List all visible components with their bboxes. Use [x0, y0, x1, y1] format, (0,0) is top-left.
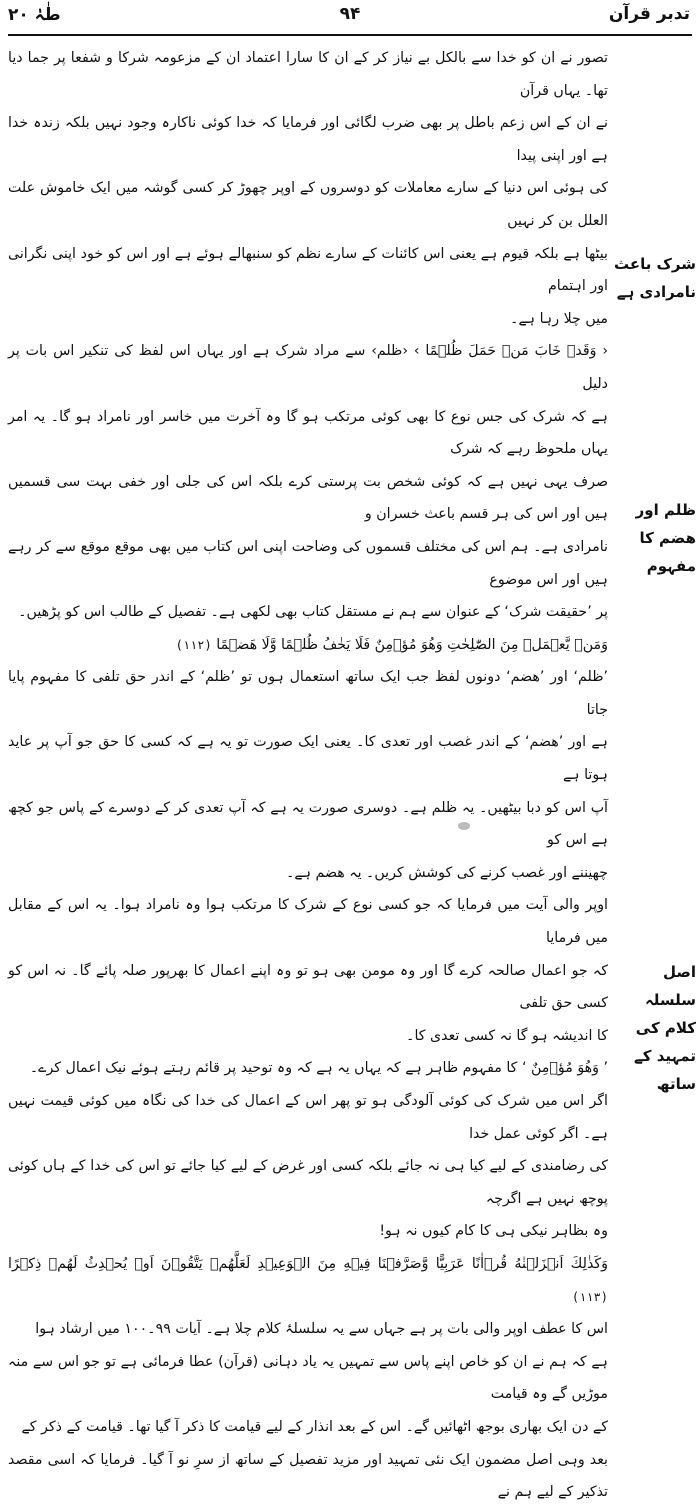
header-rule [8, 34, 692, 36]
verse-113: وَكَذٰلِكَ اَنۡزَلۡنٰهُ قُرۡاٰنًا عَرَبِيًّا وَّصَرَّفۡنَا فِيۡهِ مِنَ الۡوَعِيۡدِ لَعَلَّهُمۡ يَتَّقُوۡنَ اَوۡ يُحۡدِثُ لَهُمۡ ذِكۡرًا (۱۱۳) [8, 1255, 608, 1304]
intro-paragraph: تصور نے ان کو خدا سے بالکل بے نیاز کر کے ان کا سارا اعتماد ان کے مزعومہ شرکا و شفعا پر جما دیا تھا۔ یہاں قرآن نے ان کے اس زعم باطل پر بھی ضرب لگائی اور فرمایا کہ خدا کوئی ناکارہ وجود نہیں بلکہ زندہ خدا ہے اور اپنی پیدا کی ہوئی اس دنیا کے سارے معاملات کو دوسروں کے اوپر چھوڑ کر کسی گوشہ میں ایک خاموش علت العلل بن کر نہیں بیٹھا ہے بلکہ قیوم ہے یعنی اس کائنات کے سارے نظم کو سنبھالے ہوئے ہے اور اس کو خود اپنی نگرانی اور اہتمام میں چلا رہا ہے۔ [8, 50, 608, 327]
surah-reference: طٰہٰ ۲۰ [8, 5, 61, 25]
shirk-paragraph: ‹ وَقَدۡ خَابَ مَنۡ حَمَلَ ظُلۡمًا › ‹ظلم› سے مراد شرک ہے اور یہاں اس لفظ کی تنکیر اس بات پر دلیل ہے کہ شرک کی جس نوع کا بھی کوئی مرتکب ہو گا وہ آخرت میں خاسر اور نامراد ہو گا۔ یہ امر یہاں ملحوظ رہے کہ شرک صرف یہی نہیں ہے کہ کوئی شخص بت پرستی کرے بلکہ اس کی جلی اور خفی بہت سی قسمیں ہیں اور اس کی ہر قسم باعث خسران و نامرادی ہے۔ ہم اس کی مختلف قسموں کی وضاحت اپنی اس کتاب میں بھی موقع موقع سے کر رہے ہیں اور اس موضوع پر ’حقیقت شرک‘ کے عنوان سے ہم نے مستقل کتاب بھی لکھی ہے۔ تفصیل کے طالب اس کو پڑھیں۔ [8, 343, 608, 621]
momin-paragraph: ’ وَهُوَ مُؤۡمِنٌ ‘ کا مفہوم ظاہر ہے کہ یہاں یہ ہے کہ وہ توحید پر قائم رہتے ہوئے نیک اعمال کرے۔ اگر اس میں شرک کی کوئی آلودگی ہو تو پھر اس کے اعمال کی خدا کی نگاہ میں کوئی قیمت نہیں ہے۔ اگر کوئی عمل خدا کی رضامندی کے لیے کیا ہی نہ جائے بلکہ کسی اور غرض کے لیے کیا جائے تو اس کی خدا کے ہاں کوئی پوچھ نہیں ہے اگرچہ وہ بظاہر نیکی ہی کا کام کیوں نہ ہو! [8, 1060, 608, 1240]
reward-paragraph: اوپر والی آیت میں فرمایا کہ جو کسی نوع کے شرک کا مرتکب ہوا وہ نامراد ہوا۔ یہ اس کے مقابل میں فرمایا کہ جو اعمال صالحہ کرے گا اور وہ مومن بھی ہو تو وہ اپنے اعمال کا بھرپور صلہ پائے گا۔ نہ اس کو کسی حق تلفی کا اندیشہ ہو گا نہ کسی تعدی کا۔ [8, 897, 608, 1044]
commentary-body [8, 42, 608, 1509]
margin-note-shirk: شرک باعث نامرادی ہے [613, 255, 696, 301]
verse-112: وَمَنۡ يَّعۡمَلۡ مِنَ الصّٰلِحٰتِ وَهُوَ مُؤۡمِنٌ فَلَا يَخٰفُ ظُلۡمًا وَّلَا هَضۡمًا (۱۱۲) [175, 636, 608, 653]
margin-note-asl-silsila: اصل سلسلہ کلام کی تمہید کے ساتھ [634, 963, 696, 1093]
zulm-hazm-paragraph: ’ظلم‘ اور ’ھضم‘ دونوں لفظ جب ایک ساتھ استعمال ہوں تو ’ظلم‘ کے اندر حق تلفی کا مفہوم پایا جاتا ہے اور ’ھضم‘ کے اندر غصب اور تعدی کا۔ یعنی ایک صورت تو یہ ہے کہ کسی کا حق جو آپ پر عاید ہوتا ہے آپ اس کو دبا بیٹھیں۔ یہ ظلم ہے۔ دوسری صورت یہ ہے کہ آپ تعدی کر کے دوسرے کے پاس جو کچھ ہے اس کو چھیننے اور غصب کرنے کی کوشش کریں۔ یہ ھضم ہے۔ [8, 669, 608, 881]
margin-note-zulm-hazm: ظلم اور ھضم کا مفہوم [635, 501, 696, 575]
final-paragraph: اس کا عطف اوپر والی بات پر ہے جہاں سے یہ سلسلۂ کلام چلا ہے۔ آیات ۹۹۔۱۰۰ میں ارشاد ہوا ہے کہ ہم نے ان کو خاص اپنے پاس سے تمہیں یہ یاد دہانی (قرآن) عطا فرمائی ہے تو جو اس سے منہ موڑیں گے وہ قیامت کے دن ایک بھاری بوجھ اٹھائیں گے۔ اس کے بعد انذار کے لیے قیامت کا ذکر آ گیا تھا۔ قیامت کے ذکر کے بعد وہی اصل مضمون ایک نئی تمہید اور مزید تفصیل کے ساتھ از سرِ نو آ گیا۔ فرمایا کہ اسی مقصد تذکیر کے لیے ہم نے [8, 1321, 608, 1501]
book-title: تدبر قرآن [608, 4, 690, 24]
page-number: ۹۴ [339, 4, 361, 24]
